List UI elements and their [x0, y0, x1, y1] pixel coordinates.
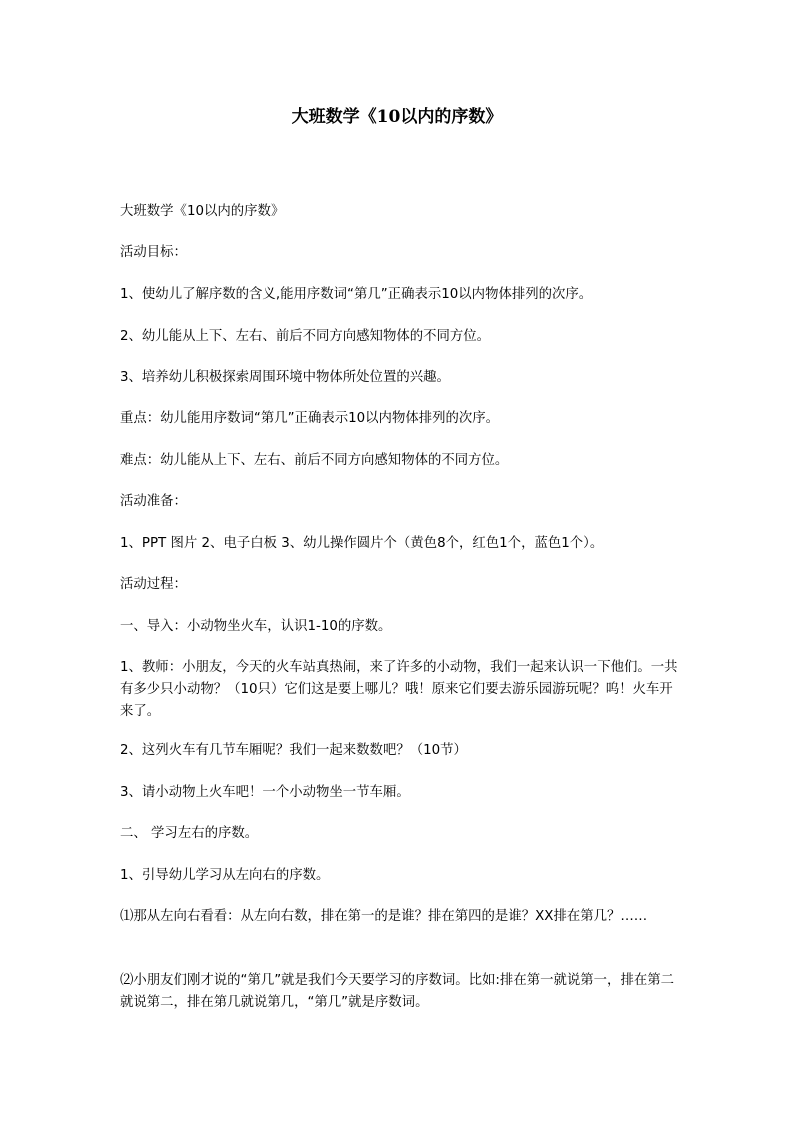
paragraph-substep-1: ⑴那从左向右看看：从左向右数，排在第一的是谁？排在第四的是谁？ⅩⅩ排在第几？……: [120, 909, 648, 924]
paragraph-goal-1: 1、使幼儿了解序数的含义,能用序数词“第几”正确表示10以内物体排列的次序。: [120, 287, 593, 302]
document-title: 大班数学《10以内的序数》: [291, 107, 503, 127]
paragraph-section-two: 二、 学习左右的序数。: [120, 826, 259, 841]
paragraph-process-heading: 活动过程：: [120, 577, 187, 592]
paragraph-goal-2: 2、幼儿能从上下、左右、前后不同方向感知物体的不同方位。: [120, 329, 491, 344]
paragraph-preparation-items: 1、PPT 图片 2、电子白板 3、幼儿操作圆片个（黄色8个，红色1个，蓝色1个）。: [120, 536, 604, 551]
paragraph-key-point: 重点：幼儿能用序数词“第几”正确表示10以内物体排列的次序。: [120, 411, 500, 426]
paragraph-goals-heading: 活动目标：: [120, 245, 187, 260]
paragraph-intro-step-2: 2、这列火车有几节车厢呢？我们一起来数数吧？（10节）: [120, 743, 467, 758]
paragraph-intro-section: 一、导入：小动物坐火车，认识1-10的序数。: [120, 619, 392, 634]
paragraph-section-two-step-1: 1、引导幼儿学习从左向右的序数。: [120, 868, 330, 883]
paragraph-difficulty: 难点：幼儿能从上下、左右、前后不同方向感知物体的不同方位。: [120, 453, 509, 468]
paragraph-substep-2: ⑵小朋友们刚才说的“第几”就是我们今天要学习的序数词。比如:排在第一就说第一，排在第二就说第二，排在第几就说第几，“第几”就是序数词。: [120, 973, 675, 1010]
paragraph-intro-step-1: 1、教师：小朋友，今天的火车站真热闹，来了许多的小动物，我们一起来认识一下他们。一共有多少只小动物？（10只）它们这是要上哪儿？哦！原来它们要去游乐园游玩呢？呜！火车开来了。: [120, 660, 678, 719]
paragraph-goal-3: 3、培养幼儿积极探索周围环境中物体所处位置的兴趣。: [120, 370, 450, 385]
paragraph-intro-step-3: 3、请小动物上火车吧！一个小动物坐一节车厢。: [120, 785, 410, 800]
paragraph-preparation-heading: 活动准备：: [120, 494, 187, 509]
paragraph-subtitle: 大班数学《10以内的序数》: [120, 204, 285, 219]
